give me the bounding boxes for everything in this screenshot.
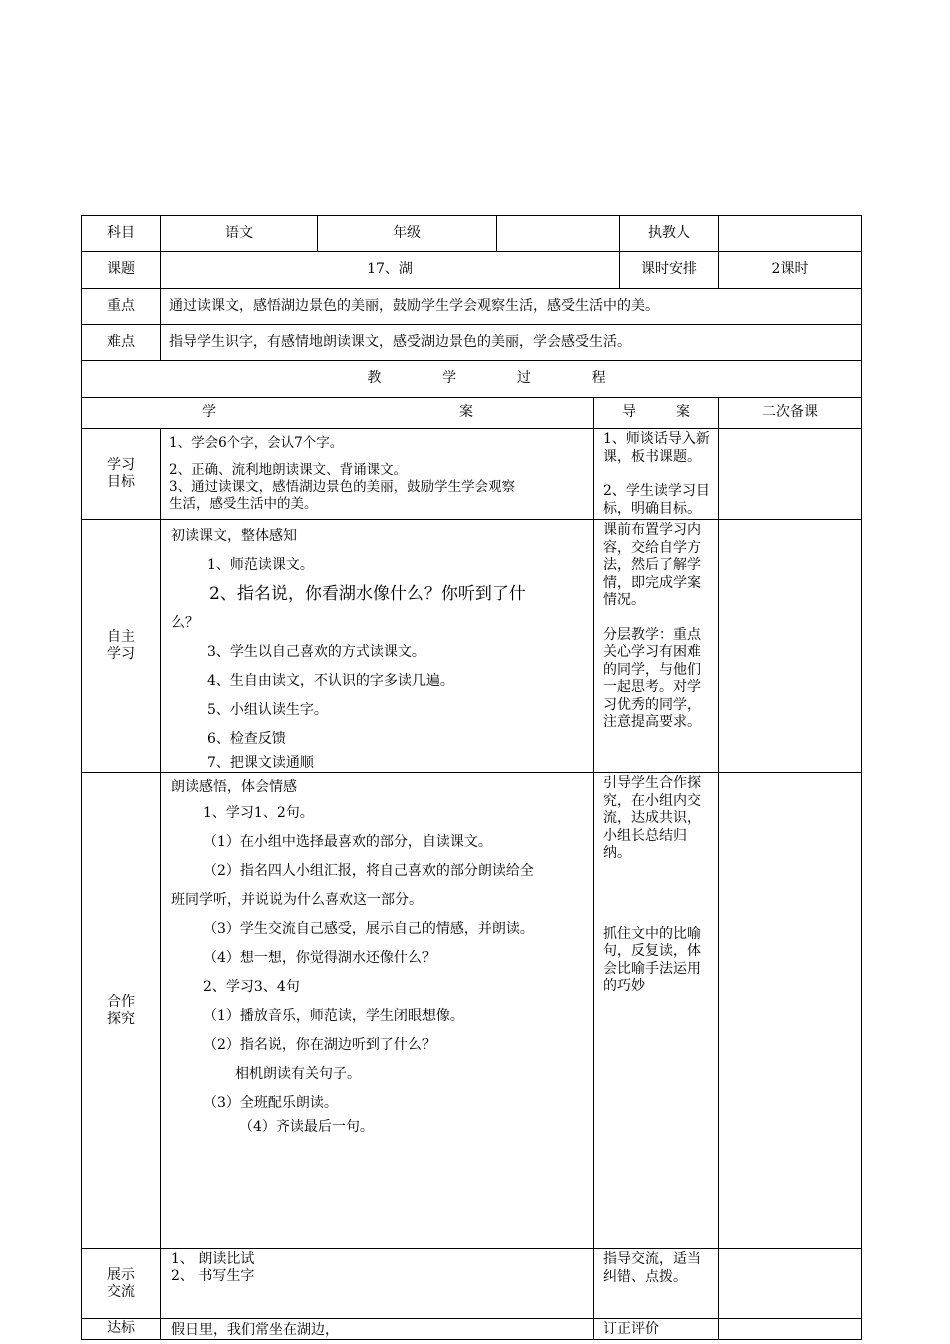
grade-value <box>497 216 620 252</box>
coop-plan: 朗读感悟，体会情感 1、学习1、2句。 （1）在小组中选择最喜欢的部分，自读课文。 （2）指名四人小组汇报，将自己喜欢的部分朗读给全 班同学听，并说说为什么喜欢这一部分。 （3）学生交流自己感受，展示自己的情感，并朗读。 （4）想一想，你觉得湖水还像什么？ 2、学习3、4句 （1）播放音乐，师范读，学生闭眼想像。 （2）指名说，你在湖边听到了什么？ 相机朗读有关句子。 （3）全班配乐朗读。 （4）齐读最后一句。 <box>161 773 594 1249</box>
topic-value: 17、湖 <box>161 252 620 289</box>
row-coop <box>82 773 862 1249</box>
row-process-title <box>82 361 862 398</box>
teacher-value <box>719 216 862 252</box>
coop-guide: 引导学生合作探 究，在小组内交 流，达成共识， 小组长总结归 纳。 抓住文中的比喻 句，反复读，体 会比喻手法运用 的巧妙 <box>594 773 719 1249</box>
show-plan: 1、 朗读比试 2、 书写生字 <box>161 1249 594 1319</box>
coop-label: 合作 探究 <box>82 773 161 1249</box>
lesson-plan-table <box>81 215 862 1340</box>
row-difficulty <box>82 325 862 361</box>
key-value: 通过读课文，感悟湖边景色的美丽，鼓励学生学会观察生活，感受生活中的美。 <box>161 289 862 325</box>
target-label: 达标 <box>82 1319 161 1340</box>
column-plan-header: 学 案 <box>82 398 594 429</box>
row-show <box>82 1249 862 1319</box>
self-plan: 初读课文，整体感知 1、师范读课文。 2、指名说，你看湖水像什么？你听到了什 么？ 3、学生以自己喜欢的方式读课文。 4、生自由读文，不认识的字多读几遍。 5、小组认读生字。 6、检查反馈 7、把课文读通顺 <box>161 520 594 773</box>
process-title: 教 学 过 程 <box>82 361 862 398</box>
row-columns <box>82 398 862 429</box>
subject-label: 科目 <box>82 216 161 252</box>
hours-value: 2课时 <box>719 252 862 289</box>
subject-value: 语文 <box>161 216 318 252</box>
teacher-label: 执教人 <box>620 216 719 252</box>
topic-label: 课题 <box>82 252 161 289</box>
row-self <box>82 520 862 773</box>
target-guide: 订正评价 <box>594 1319 719 1340</box>
row-target <box>82 1319 862 1340</box>
show-guide: 指导交流，适当 纠错、点拨。 <box>594 1249 719 1319</box>
goals-guide: 1、师谈话导入新 课，板书课题。 2、学生读学习目 标，明确目标。 <box>594 429 719 520</box>
column-second-header: 二次备课 <box>719 398 862 429</box>
show-second <box>719 1249 862 1319</box>
column-guide-header: 导 案 <box>594 398 719 429</box>
grade-label: 年级 <box>318 216 497 252</box>
difficulty-value: 指导学生识字，有感情地朗读课文，感受湖边景色的美丽，学会感受生活。 <box>161 325 862 361</box>
coop-second <box>719 773 862 1249</box>
target-plan: 假日里，我们常坐在湖边， <box>161 1319 594 1340</box>
goals-label: 学习 目标 <box>82 429 161 520</box>
goals-plan: 1、学会6个字，会认7个字。 2、正确、流利地朗读课文、背诵课文。 3、通过读课文，感悟湖边景色的美丽，鼓励学生学会观察 生活，感受生活中的美。 <box>161 429 594 520</box>
row-key <box>82 289 862 325</box>
self-label: 自主 学习 <box>82 520 161 773</box>
row-goals <box>82 429 862 520</box>
row-topic <box>82 252 862 289</box>
key-label: 重点 <box>82 289 161 325</box>
show-label: 展示 交流 <box>82 1249 161 1319</box>
goals-second <box>719 429 862 520</box>
self-guide: 课前布置学习内 容，交给自学方 法，然后了解学 情，即完成学案 情况。 分层教学：重点 关心学习有困难 的同学，与他们 一起思考。对学 习优秀的同学， 注意提高要求。 <box>594 520 719 773</box>
target-second <box>719 1319 862 1340</box>
difficulty-label: 难点 <box>82 325 161 361</box>
row-subject <box>82 216 862 252</box>
self-second <box>719 520 862 773</box>
hours-label: 课时安排 <box>620 252 719 289</box>
